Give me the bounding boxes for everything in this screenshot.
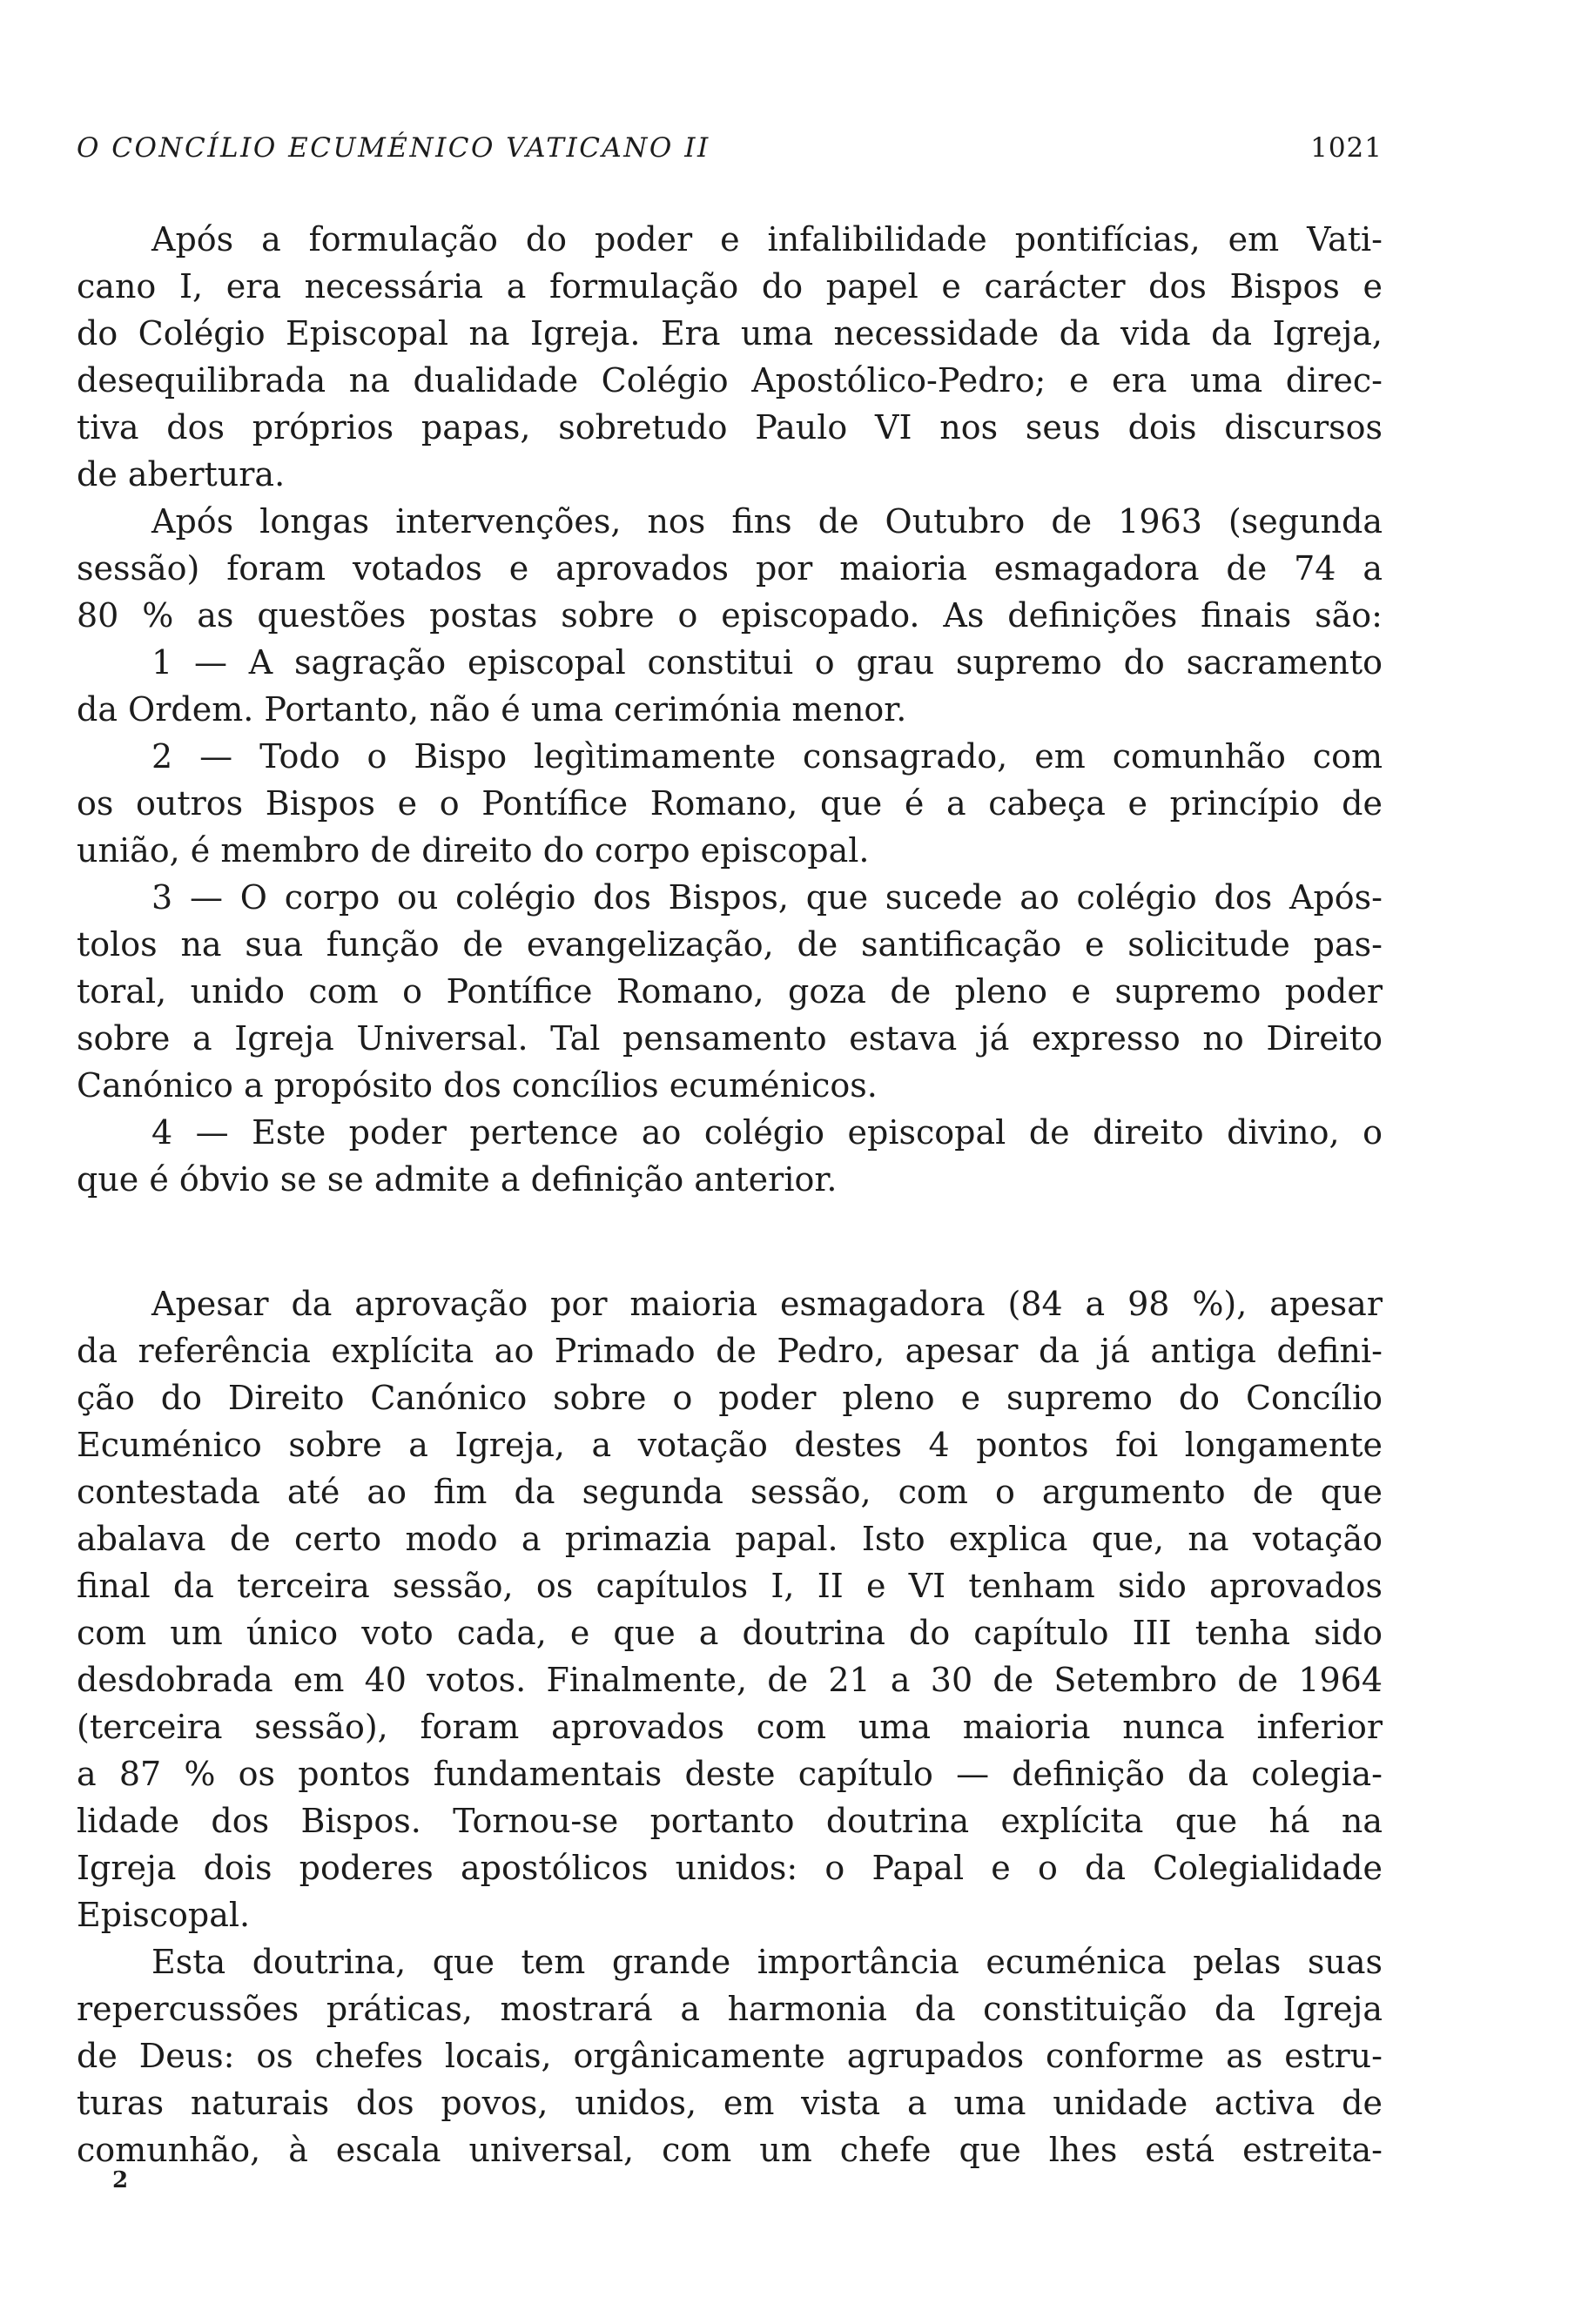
text-line: 3 — O corpo ou colégio dos Bispos, que sucede ao colégio dos Após- — [151, 878, 1383, 917]
signature-mark: 2 — [112, 2167, 129, 2193]
text-line: união, é membro de direito do corpo episcopal. — [77, 831, 870, 870]
text-line: 2 — Todo o Bispo legìtimamente consagrado, em comunhão com — [151, 737, 1383, 776]
text-line: Após a formulação do poder e infalibilidade pontifícias, em Vati- — [151, 220, 1383, 259]
text-line: a 87 % os pontos fundamentais deste capítulo — definição da colegia- — [77, 1755, 1383, 1793]
text-line: que é óbvio se se admite a definição anterior. — [77, 1160, 838, 1199]
text-line: os outros Bispos e o Pontífice Romano, que é a cabeça e princípio de — [77, 784, 1383, 823]
text-block-upper — [77, 216, 1383, 1203]
text-line: final da terceira sessão, os capítulos I, II e VI tenham sido aprovados — [77, 1567, 1383, 1605]
text-line: 4 — Este poder pertence ao colégio episcopal de direito divino, o — [151, 1113, 1383, 1152]
running-title: O CONCÍLIO ECUMÉNICO VATICANO II — [77, 132, 710, 164]
text-line: Ecuménico sobre a Igreja, a votação destes 4 pontos foi longamente — [77, 1426, 1383, 1464]
text-line: repercussões práticas, mostrará a harmonia da constituição da Igreja — [77, 1990, 1383, 2028]
text-line: desequilibrada na dualidade Colégio Apostólico-Pedro; e era uma direc- — [77, 361, 1383, 400]
text-line: Apesar da aprovação por maioria esmagadora (84 a 98 %), apesar — [151, 1285, 1383, 1323]
text-line: com um único voto cada, e que a doutrina do capítulo III tenha sido — [77, 1614, 1383, 1652]
text-line: (terceira sessão), foram aprovados com uma maioria nunca inferior — [77, 1708, 1383, 1746]
text-line: da Ordem. Portanto, não é uma cerimónia menor. — [77, 690, 907, 729]
text-line: contestada até ao fim da segunda sessão, com o argumento de que — [77, 1473, 1383, 1511]
text-line: sobre a Igreja Universal. Tal pensamento estava já expresso no Direito — [77, 1019, 1383, 1058]
text-line: 1 — A sagração episcopal constitui o grau supremo do sacramento — [151, 643, 1383, 682]
text-line: Esta doutrina, que tem grande importância ecuménica pelas suas — [151, 1943, 1383, 1981]
text-line: sessão) foram votados e aprovados por maioria esmagadora de 74 a — [77, 549, 1383, 588]
text-line: tolos na sua função de evangelização, de santificação e solicitude pas- — [77, 925, 1383, 964]
text-line: cano I, era necessária a formulação do papel e carácter dos Bispos e — [77, 267, 1383, 306]
page-header — [77, 132, 1383, 176]
page-number: 1021 — [1310, 132, 1383, 164]
text-line: ção do Direito Canónico sobre o poder pleno e supremo do Concílio — [77, 1379, 1383, 1417]
text-line: de Deus: os chefes locais, orgânicamente agrupados conforme as estru- — [77, 2037, 1383, 2075]
text-line: da referência explícita ao Primado de Pedro, apesar da já antiga defini- — [77, 1332, 1383, 1370]
text-block-lower — [77, 1280, 1383, 2173]
text-line: turas naturais dos povos, unidos, em vista a uma unidade activa de — [77, 2084, 1383, 2122]
text-line: Episcopal. — [77, 1896, 251, 1934]
text-line: do Colégio Episcopal na Igreja. Era uma necessidade da vida da Igreja, — [77, 314, 1383, 353]
text-line: tiva dos próprios papas, sobretudo Paulo VI nos seus dois discursos — [77, 408, 1383, 447]
text-line: abalava de certo modo a primazia papal. Isto explica que, na votação — [77, 1520, 1383, 1558]
text-line: toral, unido com o Pontífice Romano, goza de pleno e supremo poder — [77, 972, 1383, 1011]
text-line: lidade dos Bispos. Tornou-se portanto doutrina explícita que há na — [77, 1802, 1383, 1840]
text-line: desdobrada em 40 votos. Finalmente, de 21 a 30 de Setembro de 1964 — [77, 1661, 1383, 1699]
text-line: 80 % as questões postas sobre o episcopado. As definições finais são: — [77, 596, 1383, 635]
text-line: Após longas intervenções, nos fins de Outubro de 1963 (segunda — [151, 502, 1383, 541]
text-line: comunhão, à escala universal, com um chefe que lhes está estreita- — [77, 2131, 1383, 2169]
text-line: de abertura. — [77, 455, 286, 494]
text-line: Canónico a propósito dos concílios ecuménicos. — [77, 1066, 878, 1105]
text-line: Igreja dois poderes apostólicos unidos: o Papal e o da Colegialidade — [77, 1849, 1383, 1887]
